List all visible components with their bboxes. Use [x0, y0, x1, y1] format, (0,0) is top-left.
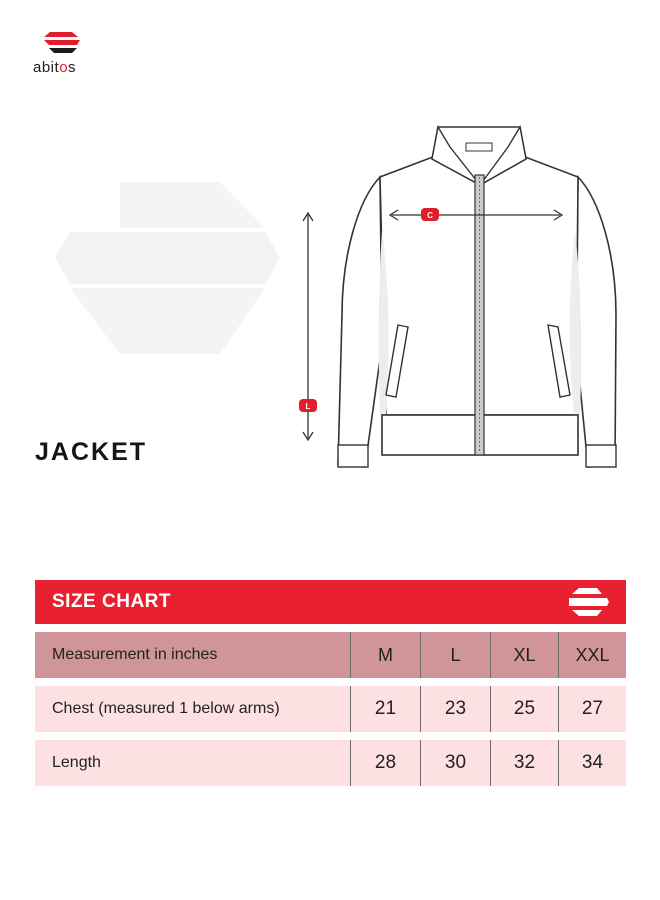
table-cell: 28 [350, 740, 420, 786]
product-title: JACKET [35, 438, 148, 466]
table-cell: 30 [420, 740, 490, 786]
table-cell: 23 [420, 686, 490, 732]
table-cell: 32 [490, 740, 558, 786]
size-chart-title: SIZE CHART [52, 591, 171, 612]
table-cell: 25 [490, 686, 558, 732]
length-marker-label: L [305, 402, 311, 411]
size-header-cell: L [420, 632, 490, 678]
size-header-cell: M [350, 632, 420, 678]
size-header-cell: XL [490, 632, 558, 678]
table-cell: 34 [558, 740, 626, 786]
brand-watermark-icon [50, 180, 290, 360]
size-chart-table [35, 580, 626, 786]
size-header-row [35, 632, 626, 678]
table-cell: 21 [350, 686, 420, 732]
size-chart-header [35, 580, 626, 624]
table-row-chest [35, 686, 626, 732]
table-row-length [35, 740, 626, 786]
table-cell: 27 [558, 686, 626, 732]
row-label: Length [52, 754, 101, 771]
row-label: Chest (measured 1 below arms) [52, 700, 280, 717]
brand-wordmark: abitos [33, 59, 77, 76]
chest-marker-label: C [427, 211, 433, 220]
measurement-header-label: Measurement in inches [52, 646, 218, 663]
size-header-cell: XXL [558, 632, 626, 678]
brand-mark-icon [567, 586, 611, 618]
jacket-illustration [290, 115, 630, 480]
